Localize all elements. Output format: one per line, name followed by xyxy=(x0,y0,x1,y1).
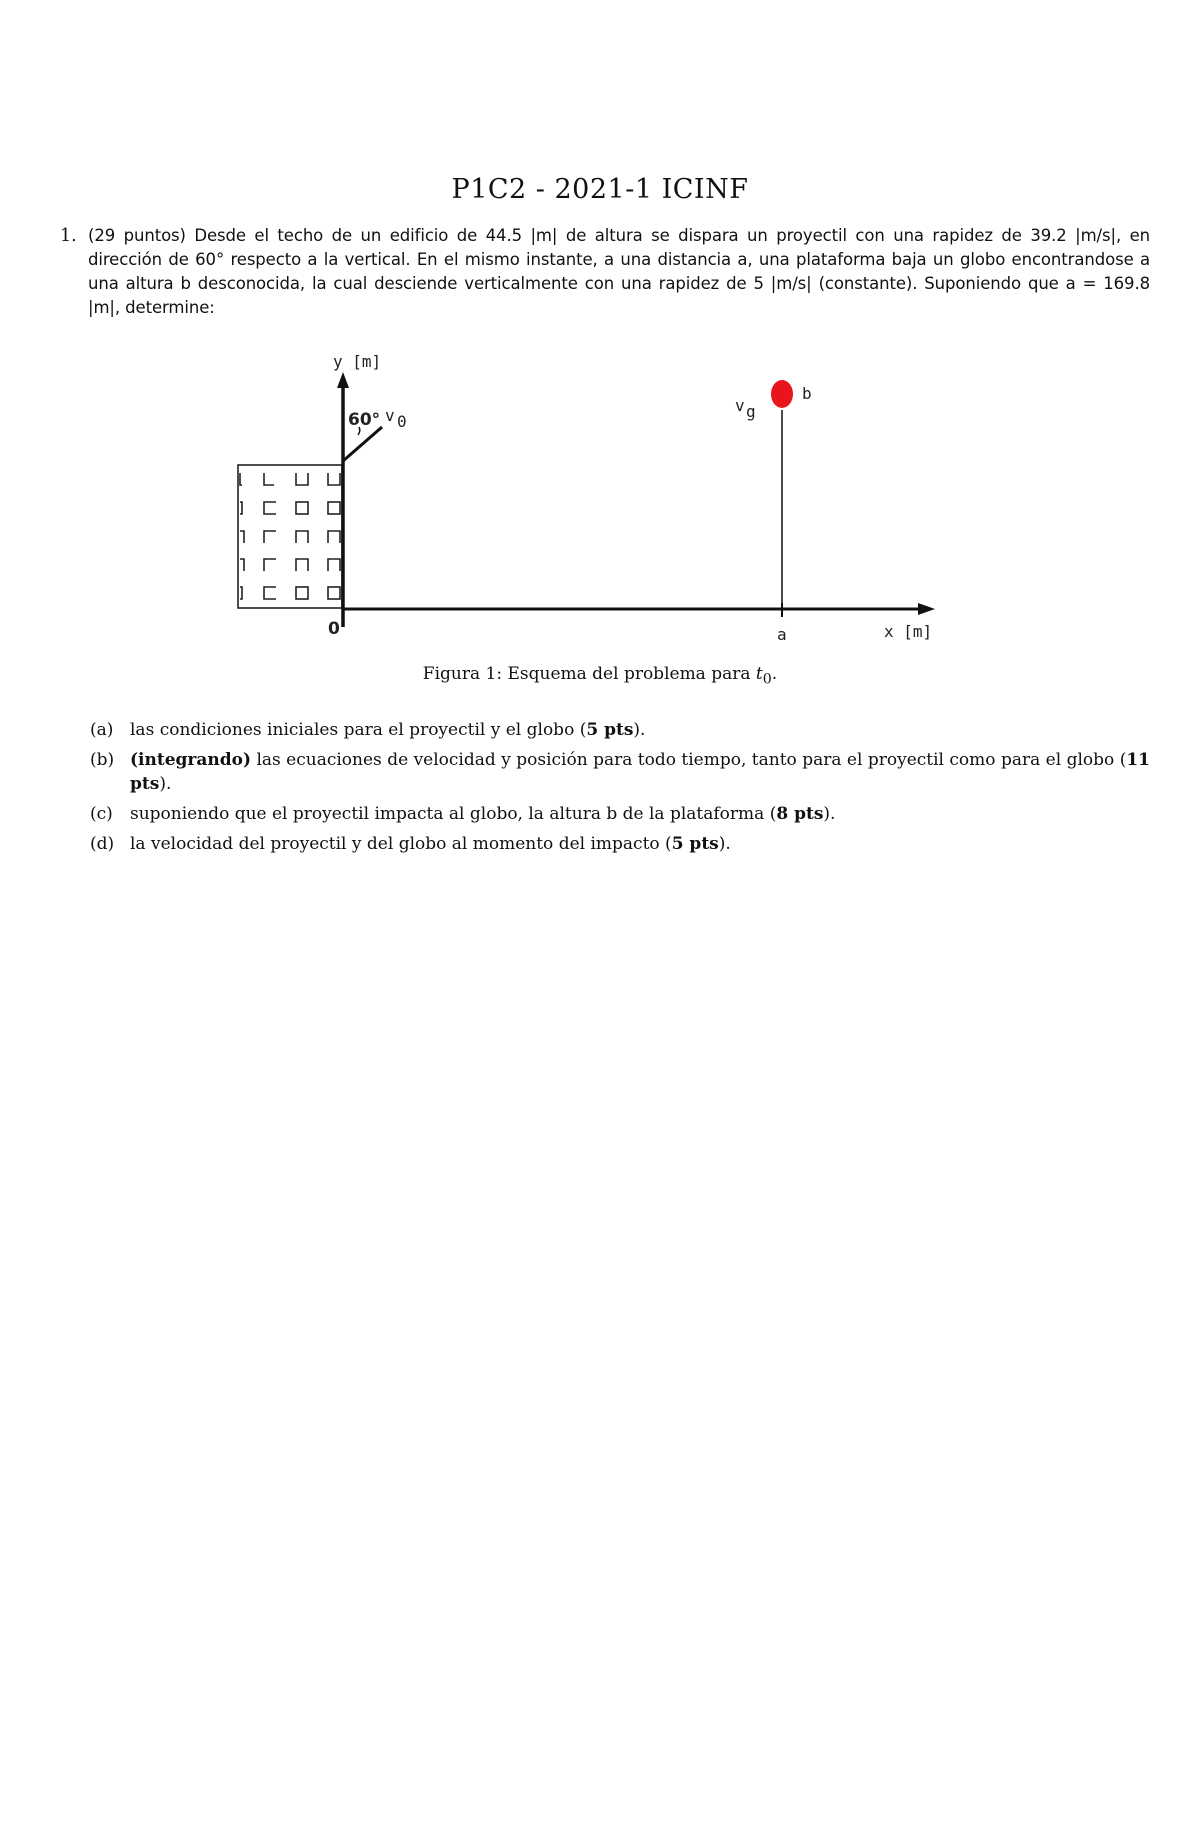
caption-end: . xyxy=(771,664,778,684)
problem-figure xyxy=(230,345,990,655)
sub-questions-list xyxy=(90,718,1150,862)
item-text: las condiciones iniciales para el proyectil y el globo ( xyxy=(130,720,587,740)
building xyxy=(238,465,342,608)
item-label: (b) xyxy=(90,750,115,770)
item-keyword: (integrando) xyxy=(130,750,252,770)
item-end: ). xyxy=(633,720,646,740)
distance-label: a xyxy=(777,625,787,644)
item-points: 5 pts xyxy=(586,720,634,740)
building-outline xyxy=(238,465,342,608)
problem-number: 1. xyxy=(60,226,77,246)
balloon-velocity-subscript: g xyxy=(746,402,756,421)
item-label: (c) xyxy=(90,804,113,824)
caption-variable: t xyxy=(755,664,763,684)
item-label: (d) xyxy=(90,834,115,854)
x-axis-arrow xyxy=(918,603,935,615)
item-points: 11 pts xyxy=(130,750,1150,794)
item-text: las ecuaciones de velocidad y posición para todo tiempo, tanto para el proyectil como para el globo ( xyxy=(251,750,1127,770)
list-item xyxy=(90,832,1150,856)
problem-text: (29 puntos) Desde el techo de un edificio de 44.5 |m| de altura se dispara un proyectil con una rapidez de 39.2 |m/s|, en dirección de 60° respecto a la vertical. En el mismo instante, a una distancia a, una plataforma baja un globo encontrandose a una altura b desconocida, la cual desciende verticalmente con una rapidez de 5 |m/s| (constante). Suponiendo que a = 169.8 |m|, determine: xyxy=(88,226,1150,317)
angle-label: 60° xyxy=(348,410,381,430)
x-axis-label: x [m] xyxy=(884,622,933,641)
caption-subscript: 0 xyxy=(762,671,772,688)
item-end: ). xyxy=(159,774,172,794)
origin-label: 0 xyxy=(328,619,340,639)
list-item xyxy=(90,748,1150,796)
page-title: P1C2 - 2021-1 ICINF xyxy=(451,174,749,205)
problem-statement xyxy=(60,224,1150,320)
list-item xyxy=(90,718,1150,742)
item-points: 8 pts xyxy=(776,804,824,824)
item-end: ). xyxy=(823,804,836,824)
figure-caption xyxy=(0,664,1200,687)
item-text: la velocidad del proyectil y del globo al momento del impacto ( xyxy=(130,834,672,854)
list-item xyxy=(90,802,1150,826)
projectile-velocity-subscript: 0 xyxy=(397,412,407,431)
balloon-label: b xyxy=(802,384,812,403)
item-points: 5 pts xyxy=(671,834,719,854)
caption-text: Figura 1: Esquema del problema para xyxy=(422,664,756,684)
y-axis-label: y [m] xyxy=(333,352,382,371)
figure-diagram xyxy=(230,345,990,655)
item-text: suponiendo que el proyectil impacta al globo, la altura b de la plataforma ( xyxy=(130,804,777,824)
projectile-velocity-vector xyxy=(343,427,382,461)
item-end: ). xyxy=(718,834,731,854)
y-axis-arrow xyxy=(337,372,349,388)
balloon-velocity-label: v xyxy=(735,396,745,415)
balloon xyxy=(771,380,793,408)
projectile-velocity-label: v xyxy=(385,406,395,425)
item-label: (a) xyxy=(90,720,114,740)
